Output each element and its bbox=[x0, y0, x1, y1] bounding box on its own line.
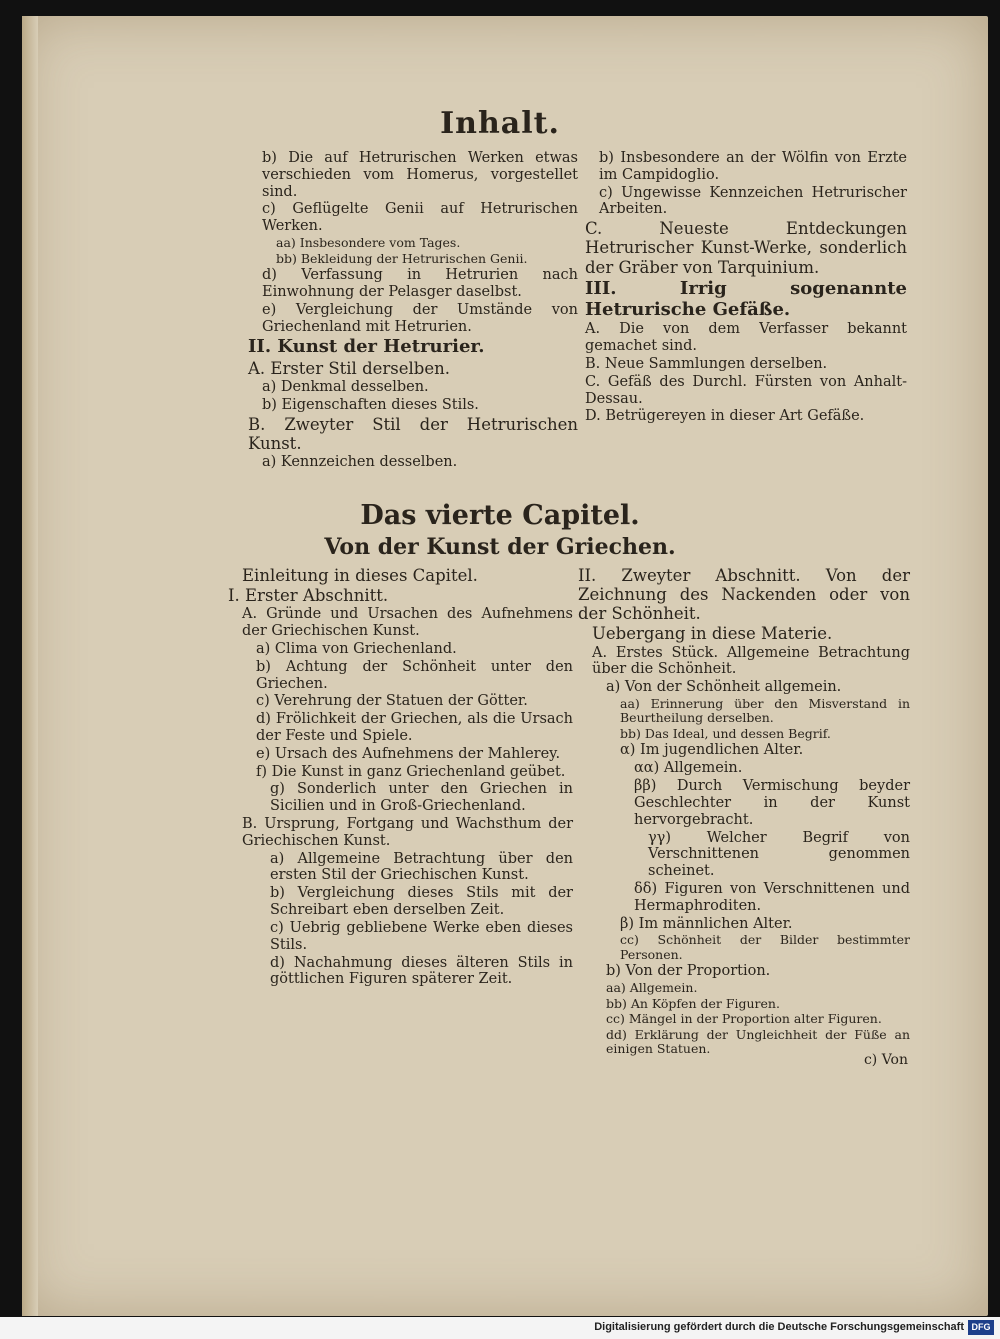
toc-entry: bb) Das Ideal, und dessen Begrif. bbox=[620, 725, 831, 741]
toc-entry: d) Frölichkeit der Griechen, als die Ursach der Feste und Spiele. bbox=[256, 711, 573, 744]
toc-entry: γγ) Welcher Begrif von Verschnittenen genommen scheinet. bbox=[648, 829, 910, 880]
toc-entry: A. Erstes Stück. Allgemeine Betrachtung über die Schönheit. bbox=[592, 644, 910, 678]
toc-entry: a) Clima von Griechenland. bbox=[256, 640, 457, 657]
toc-entry: f) Die Kunst in ganz Griechenland geübet. bbox=[256, 763, 566, 780]
toc-entry: d) Verfassung in Hetrurien nach Einwohnung der Pelasger daselbst. bbox=[262, 267, 578, 300]
toc-entry: aa) Insbesondere vom Tages. bbox=[276, 235, 461, 251]
toc-entry: A. Erster Stil derselben. bbox=[248, 359, 450, 379]
toc-entry: b) Vergleichung dieses Stils mit der Schreibart eben derselben Zeit. bbox=[270, 885, 573, 919]
toc-entry: cc) Mängel in der Proportion alter Figuren. bbox=[606, 1011, 882, 1027]
toc-entry: b) Insbesondere an der Wölfin von Erzte im Campidoglio. bbox=[599, 150, 907, 183]
toc-entry: g) Sonderlich unter den Griechen in Sicilien und in Groß-Griechenland. bbox=[270, 781, 573, 815]
toc-entry: ββ) Durch Vermischung beyder Geschlechter in der Kunst hervorgebracht. bbox=[634, 778, 910, 828]
toc-entry: Einleitung in dieses Capitel. bbox=[242, 566, 478, 585]
toc-entry: A. Die von dem Verfasser bekannt gemachet sind. bbox=[585, 321, 907, 355]
toc-entry: dd) Erklärung der Ungleichheit der Füße an einigen Statuen. bbox=[606, 1026, 910, 1057]
toc-entry: bb) An Köpfen der Figuren. bbox=[606, 995, 780, 1011]
toc-entry: B. Ursprung, Fortgang und Wachsthum der Griechischen Kunst. bbox=[242, 816, 573, 849]
toc-column-right-bottom bbox=[578, 566, 910, 1058]
toc-entry: e) Ursach des Aufnehmens der Mahlerey. bbox=[256, 745, 561, 762]
toc-entry: II. Zweyter Abschnitt. Von der Zeichnung des Nackenden oder von der Schönheit. bbox=[578, 566, 910, 624]
toc-entry: a) Allgemeine Betrachtung über den ersten Stil der Griechischen Kunst. bbox=[270, 850, 573, 884]
toc-entry: cc) Schönheit der Bilder bestimmter Personen. bbox=[620, 932, 910, 962]
toc-entry: c) Geflügelte Genii auf Hetrurischen Werken. bbox=[262, 201, 578, 235]
toc-entry: III. Irrig sogenannte Hetrurische Gefäße. bbox=[585, 277, 907, 320]
toc-entry: b) Die auf Hetrurischen Werken etwas verschieden vom Homerus, vorgestellet sind. bbox=[262, 150, 578, 200]
toc-entry: aa) Allgemein. bbox=[606, 980, 698, 996]
toc-entry: b) Achtung der Schönheit unter den Griechen. bbox=[256, 658, 573, 692]
toc-entry: e) Vergleichung der Umstände von Griechenland mit Hetrurien. bbox=[262, 301, 578, 335]
chapter-subtitle: Von der Kunst der Griechen. bbox=[324, 534, 676, 560]
toc-entry: δδ) Figuren von Verschnittenen und Hermaphroditen. bbox=[634, 880, 910, 914]
toc-entry: b) Von der Proportion. bbox=[606, 963, 771, 980]
toc-column-left-top bbox=[248, 150, 578, 472]
toc-entry: B. Zweyter Stil der Hetrurischen Kunst. bbox=[248, 414, 578, 454]
toc-column-left-bottom bbox=[228, 566, 573, 989]
toc-entry: c) Uebrig gebliebene Werke eben dieses Stils. bbox=[270, 919, 573, 953]
toc-entry: αα) Allgemein. bbox=[634, 760, 743, 777]
toc-entry: A. Gründe und Ursachen des Aufnehmens der Griechischen Kunst. bbox=[242, 606, 573, 640]
toc-entry: II. Kunst der Hetrurier. bbox=[248, 336, 485, 358]
chapter-title: Das vierte Capitel. bbox=[360, 500, 640, 531]
toc-entry: C. Neueste Entdeckungen Hetrurischer Kunst-Werke, sonderlich der Gräber von Tarquinium. bbox=[585, 219, 907, 277]
toc-entry: bb) Bekleidung der Hetrurischen Genii. bbox=[276, 250, 528, 266]
toc-entry: I. Erster Abschnitt. bbox=[228, 586, 389, 606]
catchword: c) Von bbox=[863, 1052, 908, 1068]
page-spine-shadow bbox=[22, 16, 38, 1316]
toc-entry: d) Nachahmung dieses älteren Stils in göttlichen Figuren späterer Zeit. bbox=[270, 954, 573, 988]
toc-entry: c) Verehrung der Statuen der Götter. bbox=[256, 693, 528, 710]
toc-entry: a) Denkmal desselben. bbox=[262, 379, 429, 396]
toc-entry: b) Eigenschaften dieses Stils. bbox=[262, 397, 479, 414]
toc-entry: Uebergang in diese Materie. bbox=[592, 624, 833, 644]
footer-credit: Digitalisierung gefördert durch die Deutsche Forschungsgemeinschaft bbox=[594, 1321, 964, 1333]
dfg-logo-icon: DFG bbox=[968, 1320, 994, 1335]
toc-entry: aa) Erinnerung über den Misverstand in Beurtheilung derselben. bbox=[620, 695, 910, 726]
toc-entry: D. Betrügereyen in dieser Art Gefäße. bbox=[585, 408, 865, 425]
toc-entry: a) Kennzeichen desselben. bbox=[262, 454, 458, 471]
page-header: Inhalt. bbox=[440, 106, 560, 141]
toc-entry: α) Im jugendlichen Alter. bbox=[620, 742, 804, 759]
toc-entry: c) Ungewisse Kennzeichen Hetrurischer Arbeiten. bbox=[599, 184, 907, 218]
toc-entry: a) Von der Schönheit allgemein. bbox=[606, 679, 842, 696]
toc-entry: B. Neue Sammlungen derselben. bbox=[585, 356, 828, 372]
footer-bar bbox=[0, 1317, 1000, 1339]
toc-entry: β) Im männlichen Alter. bbox=[620, 915, 793, 932]
toc-column-right-top bbox=[585, 150, 907, 426]
toc-entry: C. Gefäß des Durchl. Fürsten von Anhalt-Dessau. bbox=[585, 373, 907, 407]
